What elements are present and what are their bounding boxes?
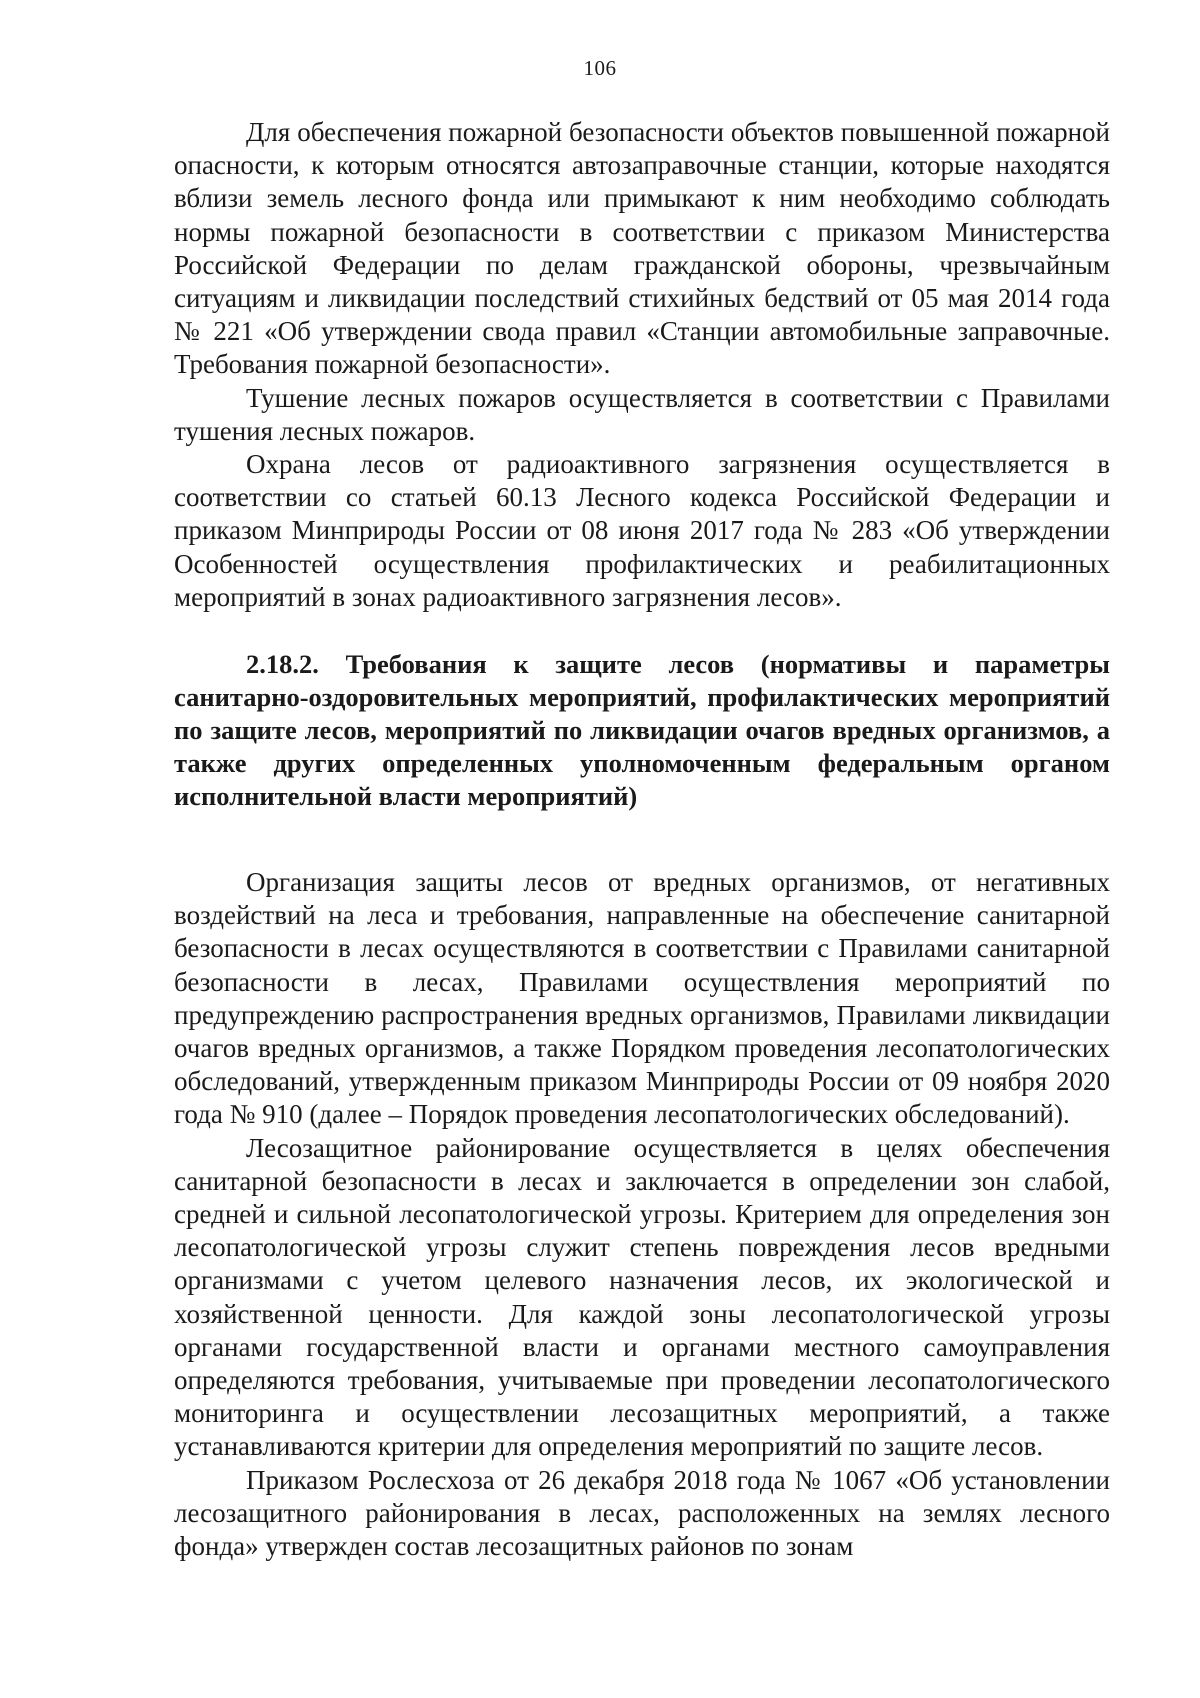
text-block-forest-protection bbox=[174, 866, 1110, 1563]
text-block-fire-safety bbox=[174, 116, 1110, 614]
page-number: 106 bbox=[583, 56, 617, 80]
paragraph-zoning: Лесозащитное районирование осуществляется в целях обеспечения санитарной безопасности в лесах и заключается в определении зон слабой, средней и сильной лесопатологической угрозы. Критерием для определения зон лесопатологической угрозы служит степень повреждения лесов вредными организмами с учетом целевого назначения лесов, их экологической и хозяйственной ценности. Для каждой зоны лесопатологической угрозы органами государственной власти и органами местного самоуправления определяются требования, учитываемые при проведении лесопатологического мониторинга и осуществлении лесозащитных мероприятий, а также устанавливаются критерии для определения мероприятий по защите лесов. bbox=[174, 1132, 1110, 1462]
paragraph-radioactive-protection: Охрана лесов от радиоактивного загрязнения осуществляется в соответствии со статьей 60.13 Лесного кодекса Российской Федерации и приказом Минприроды России от 08 июня 2017 года № 283 «Об утверждении Особенностей осуществления профилактических и реабилитационных мероприятий в зонах радиоактивного загрязнения лесов». bbox=[174, 449, 1110, 612]
paragraph-protection-organization: Организация защиты лесов от вредных организмов, от негативных воздействий на леса и требования, направленные на обеспечение санитарной безопасности в лесах осуществляются в соответствии с Правилами санитарной безопасности в лесах, Правилами осуществления мероприятий по предупреждению распространения вредных организмов, Правилами ликвидации очагов вредных организмов, а также Порядком проведения лесопатологических обследований, утвержденным приказом Минприроды России от 09 ноября 2020 года № 910 (далее – Порядок проведения лесопатологических обследований). bbox=[174, 867, 1110, 1130]
paragraph-rosleskhoz-order: Приказом Рослесхоза от 26 декабря 2018 года № 1067 «Об установлении лесозащитного районирования в лесах, расположенных на землях лесного фонда» утвержден состав лесозащитных районов по зонам bbox=[174, 1464, 1110, 1562]
paragraph-forest-fire-extinguishing: Тушение лесных пожаров осуществляется в соответствии с Правилами тушения лесных пожаров. bbox=[174, 382, 1110, 446]
paragraph-fire-safety-gas-stations: Для обеспечения пожарной безопасности объектов повышенной пожарной опасности, к которым относятся автозаправочные станции, которые находятся вблизи земель лесного фонда или примыкают к ним необходимо соблюдать нормы пожарной безопасности в соответствии с приказом Министерства Российской Федерации по делам гражданской обороны, чрезвычайным ситуациям и ликвидации последствий стихийных бедствий от 05 мая 2014 года № 221 «Об утверждении свода правил «Станции автомобильные заправочные. Требования пожарной безопасности». bbox=[174, 117, 1110, 380]
section-heading: 2.18.2. Требования к защите лесов (нормативы и параметры санитарно-оздоровительных мероприятий, профилактических мероприятий по защите лесов, мероприятий по ликвидации очагов вредных организмов, а также других определенных уполномоченным федеральным органом исполнительной власти мероприятий) bbox=[174, 649, 1110, 811]
